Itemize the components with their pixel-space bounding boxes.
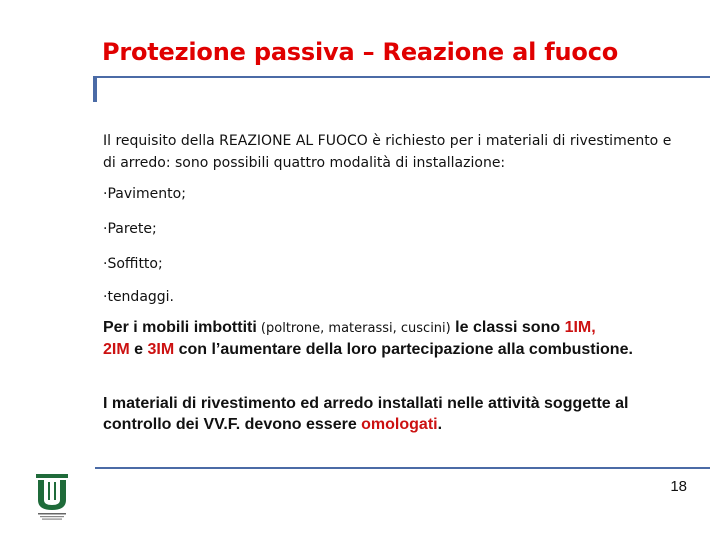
page-number: 18 (670, 478, 687, 495)
title-divider (95, 76, 710, 78)
materials-paragraph (103, 393, 663, 435)
class-label: 1IM, (564, 319, 596, 336)
class-label: 2IM (103, 341, 130, 358)
footer-divider (95, 467, 710, 469)
slide-title: Protezione passiva – Reazione al fuoco (101, 38, 619, 66)
intro-paragraph: Il requisito della REAZIONE AL FUOCO è richiesto per i materiali di rivestimento e di arredo: sono possibili quattro modalità di installazione: (103, 133, 672, 171)
furniture-paragraph (103, 317, 663, 360)
materials-text: I materiali di rivestimento ed arredo installati nelle attività soggette al controllo dei VV.F. devono essere (103, 395, 629, 433)
furniture-term: mobili imbottiti (142, 319, 257, 336)
bullet-item: ·Pavimento; (103, 186, 186, 202)
title-divider-tick (93, 76, 97, 102)
furniture-examples: (poltrone, materassi, cuscini) (256, 321, 451, 336)
materials-text-end: . (437, 416, 443, 433)
bullet-item: ·Parete; (103, 221, 157, 237)
bullet-item: ·tendaggi. (103, 289, 175, 305)
furniture-text: e (129, 341, 148, 358)
furniture-text-lead: Per i (103, 319, 143, 336)
furniture-text-tail: con l’aumentare della loro partecipazione alla combustione. (174, 341, 633, 358)
homologated-highlight: omologati (361, 416, 438, 433)
class-label: 3IM (147, 341, 175, 358)
furniture-text: le classi sono (450, 319, 565, 336)
university-logo-icon (34, 472, 70, 522)
bullet-item: ·Soffitto; (103, 256, 163, 272)
